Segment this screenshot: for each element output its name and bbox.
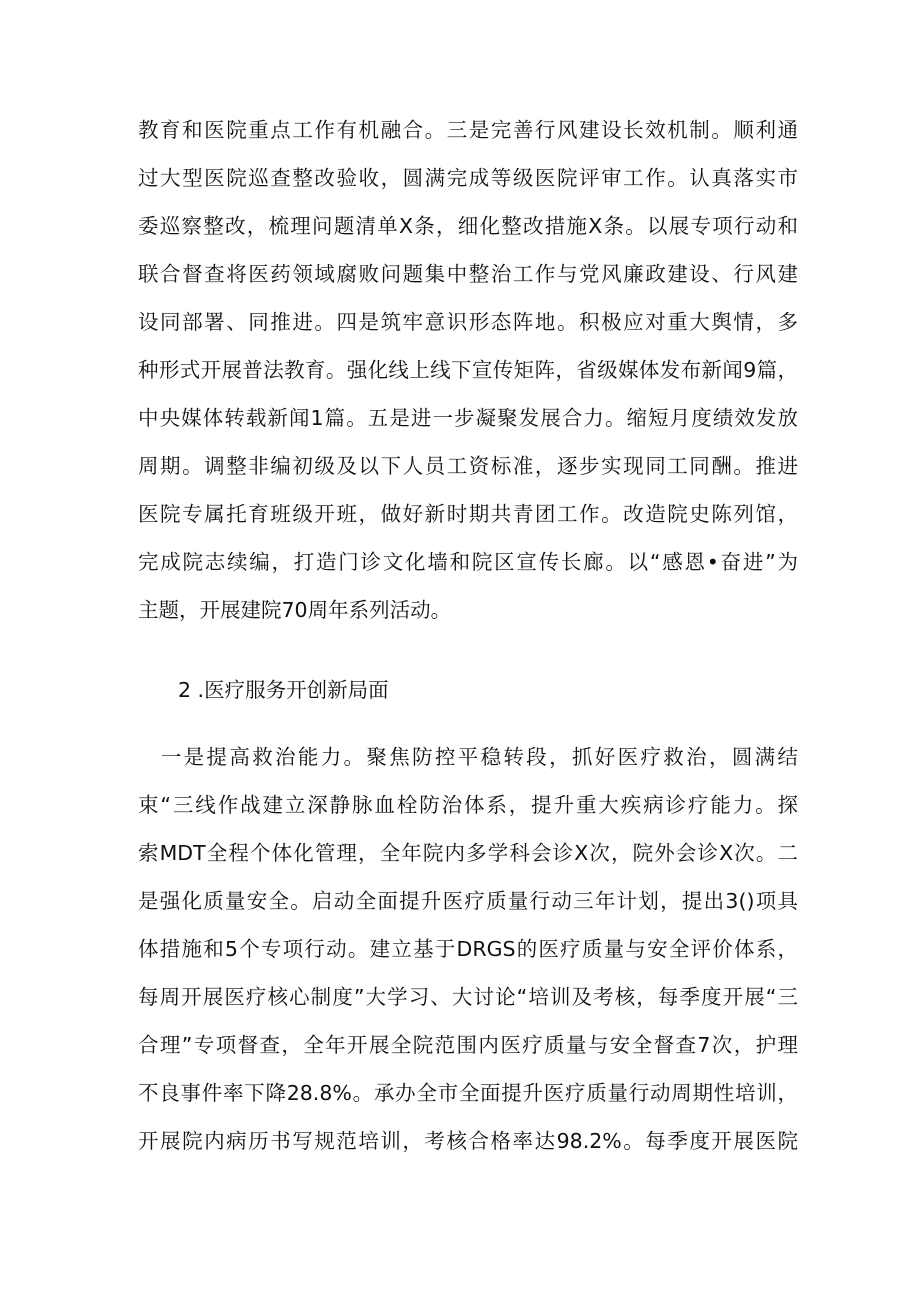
text-line: 不良事件率下降28.8%。承办全市全面提升医疗质量行动周期性培训， <box>138 1081 798 1105</box>
text-line: 一是提高救治能力。聚焦防控平稳转段，抓好医疗救治，圆满结 <box>138 745 798 769</box>
text-line: 医院专属托育班级开班，做好新时期共青团工作。改造院史陈列馆， <box>138 502 798 526</box>
section-heading: 2 .医疗服务开创新局面 <box>178 678 389 702</box>
paragraph-party-building <box>138 106 798 634</box>
text-line: 是强化质量安全。启动全面提升医疗质量行动三年计划，提出3()项具 <box>138 889 798 913</box>
text-line: 委巡察整改，梳理问题清单X条，细化整改措施X条。以展专项行动和 <box>138 214 798 238</box>
text-line: 过大型医院巡查整改验收，圆满完成等级医院评审工作。认真落实市 <box>138 166 798 190</box>
text-line: 教育和医院重点工作有机融合。三是完善行风建设长效机制。顺利通 <box>138 118 798 142</box>
text-line: 每周开展医疗核心制度”大学习、大讨论“培训及考核，每季度开展“三 <box>138 985 798 1009</box>
text-line: 主题，开展建院70周年系列活动。 <box>138 598 452 622</box>
text-line: 体措施和5个专项行动。建立基于DRGS的医疗质量与安全评价体系， <box>138 937 798 961</box>
text-line: 索MDT全程个体化管理，全年院内多学科会诊X次，院外会诊X次。二 <box>138 841 798 865</box>
paragraph-medical-services <box>138 733 798 1165</box>
text-line: 种形式开展普法教育。强化线上线下宣传矩阵，省级媒体发布新闻9篇， <box>138 358 798 382</box>
text-line: 联合督查将医药领域腐败问题集中整治工作与党风廉政建设、行风建 <box>138 262 798 286</box>
text-line: 周期。调整非编初级及以下人员工资标准，逐步实现同工同酬。推进 <box>138 454 798 478</box>
text-line: 合理”专项督查，全年开展全院范围内医疗质量与安全督查7次，护理 <box>138 1033 798 1057</box>
text-line: 中央媒体转载新闻1篇。五是进一步凝聚发展合力。缩短月度绩效发放 <box>138 406 798 430</box>
text-line: 完成院志续编，打造门诊文化墙和院区宣传长廊。以“感恩•奋进”为 <box>138 550 798 574</box>
text-line: 设同部署、同推进。四是筑牢意识形态阵地。积极应对重大舆情，多 <box>138 310 798 334</box>
text-line: 开展院内病历书写规范培训，考核合格率达98.2%。每季度开展医院 <box>138 1129 798 1153</box>
text-line: 束“三线作战建立深静脉血栓防治体系，提升重大疾病诊疗能力。探 <box>138 793 798 817</box>
